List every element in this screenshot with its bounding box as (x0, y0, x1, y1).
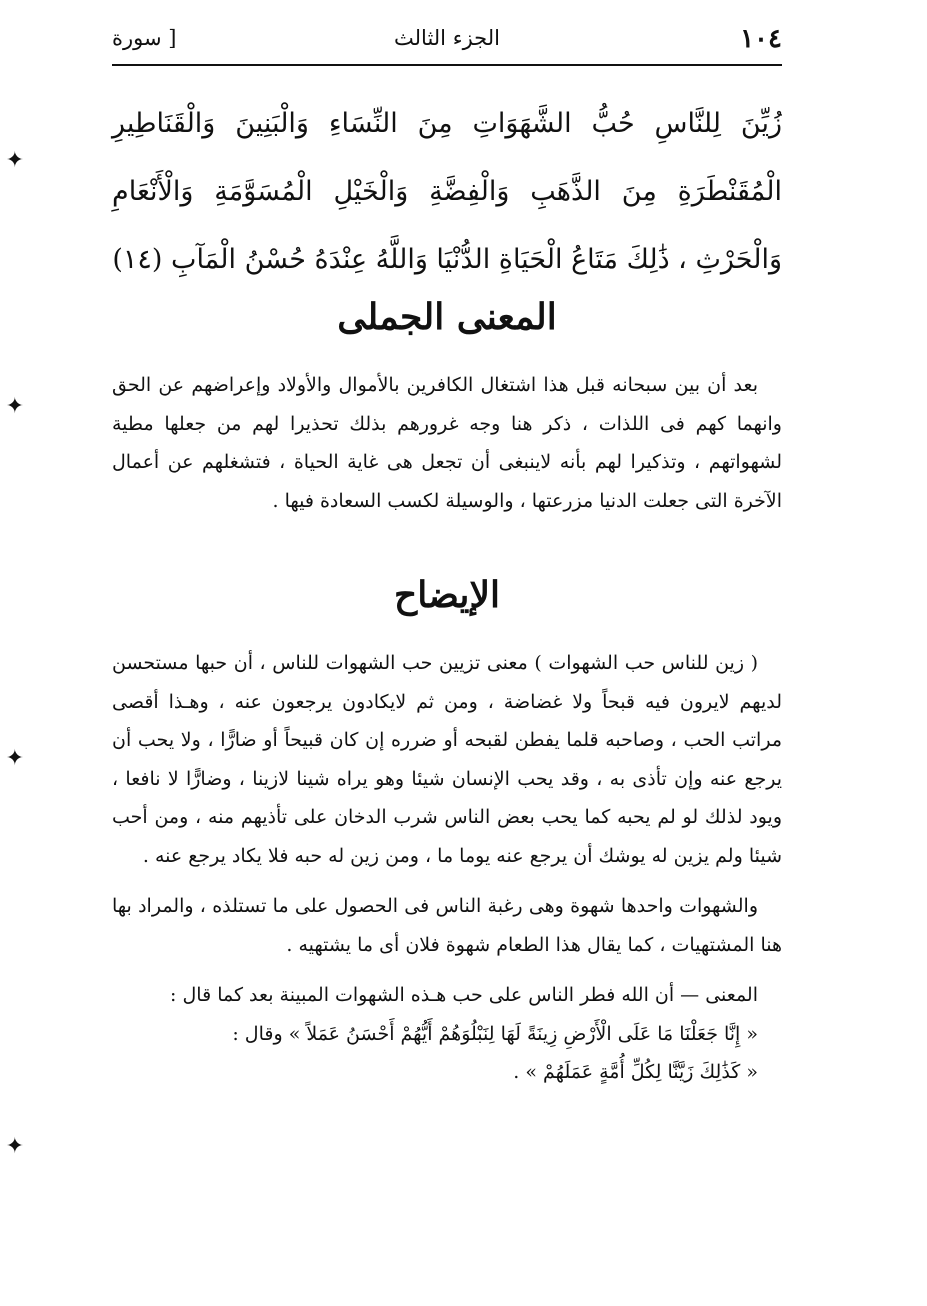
explanation-paragraph-1: ( زين للناس حب الشهوات ) معنى تزيين حب الشهوات للناس ، أن حبها مستحسن لديهم لايرون فيه قبحاً ولا غضاضة ، ومن ثم لايكادون يرجعون عنه ، وهـذا أقصى مراتب الحب ، وصاحبه قلما يفطن لقبحه أو ضرره إن كان قبيحاً أو ضارًّا ، ولا يحب أن يرجع عنه وإن تأذى به ، وقد يحب الإنسان شيئا وهو يراه شينا لازينا ، وضارًّا لا نافعا ، ويود لذلك لو لم يحبه كما يحب بعض الناس شرب الدخان على تأذيهم منه ، ومن أحب شيئا ولم يزين له يوشك أن يرجع عنه يوما ما ، ومن زين له حبه فلا يكاد يرجع عنه . (112, 652, 782, 867)
page-header (112, 22, 782, 62)
surah-label: [ سورة (112, 26, 177, 50)
summary-section (112, 366, 782, 520)
section-heading-summary: المعنى الجملى (337, 296, 557, 338)
quran-quote-1: « إِنَّا جَعَلْنَا مَا عَلَى الْأَرْضِ زِينَةً لَهَا لِنَبْلُوَهُمْ أَيُّهُمْ أَحْسَنُ عَمَلاً » وقال : (232, 1022, 758, 1045)
quran-quote-2: « كَذَٰلِكَ زَيَّنَّا لِكُلِّ أُمَّةٍ عَمَلَهُمْ » . (513, 1061, 758, 1083)
header-divider (112, 64, 782, 66)
explanation-paragraph-2: والشهوات واحدها شهوة وهى رغبة الناس فى الحصول على ما تستلذه ، والمراد بها هنا المشتهيات ، كما يقال هذا الطعام شهوة فلان أى ما يشتهيه . (112, 895, 782, 956)
section-heading-explanation: الإيضاح (394, 574, 500, 616)
explanation-paragraph-3 (112, 976, 782, 1092)
explanation-paragraph-3-intro: المعنى — أن الله فطر الناس على حب هـذه الشهوات المبينة بعد كما قال : (170, 984, 758, 1006)
margin-mark-icon: ✦ (5, 394, 24, 419)
summary-paragraph: بعد أن بين سبحانه قبل هذا اشتغال الكافرين بالأموال والأولاد وإعراضهم عن الحق وانهما كهم فى اللذات ، ذكر هنا وجه غرورهم بذلك تحذيرا لهم من جعلها مطية لشهواتهم ، وتذكيرا لهم بأنه لاينبغى أن تجعل هى غاية الحياة ، فتشغلهم عن أعمال الآخرة التى جعلت الدنيا مزرعتها ، والوسيلة لكسب السعادة فيها . (112, 374, 782, 512)
quran-verse: زُيِّنَ لِلنَّاسِ حُبُّ الشَّهَوَاتِ مِنَ النِّسَاءِ وَالْبَنِينَ وَالْقَنَاطِيرِ الْمُقَنْطَرَةِ مِنَ الذَّهَبِ وَالْفِضَّةِ وَالْخَيْلِ الْمُسَوَّمَةِ وَالْأَنْعَامِ وَالْحَرْثِ ، ذَٰلِكَ مَتَاعُ الْحَيَاةِ الدُّنْيَا وَاللَّهُ عِنْدَهُ حُسْنُ الْمَآبِ (١٤) (112, 108, 782, 275)
margin-mark-icon: ✦ (5, 1134, 24, 1159)
page-number: ١٠٤ (740, 24, 782, 54)
explanation-section (112, 644, 782, 1092)
margin-mark-icon: ✦ (5, 148, 24, 173)
running-title: الجزء الثالث (394, 26, 500, 50)
margin-mark-icon: ✦ (5, 746, 24, 771)
